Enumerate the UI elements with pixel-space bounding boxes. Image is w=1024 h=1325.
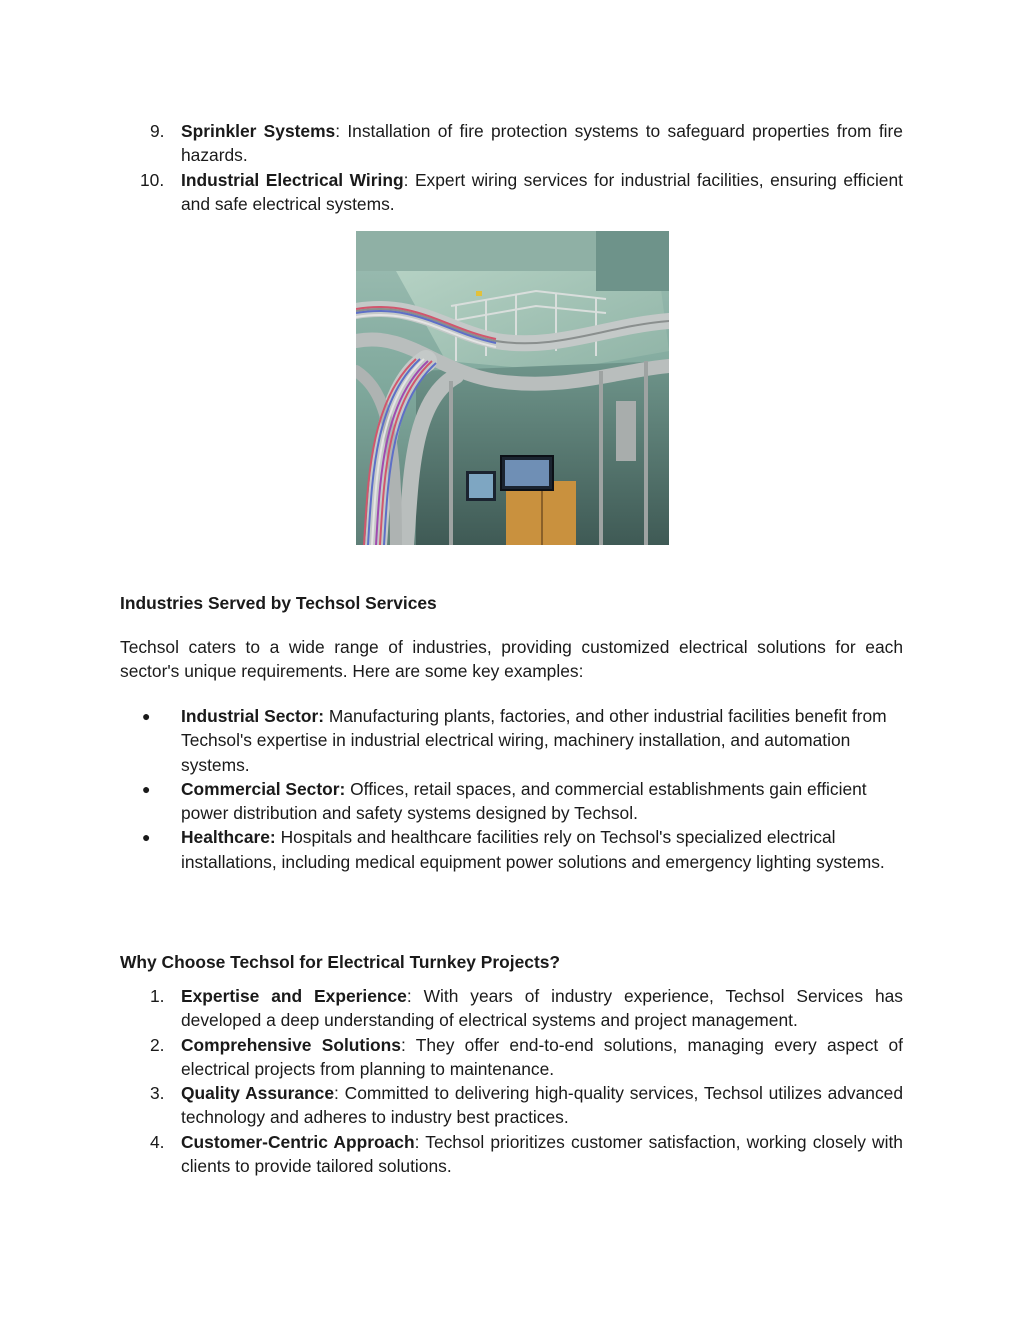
why-choose-heading: Why Choose Techsol for Electrical Turnkey Projects? (120, 952, 561, 972)
list-number: 2. (150, 1034, 165, 1055)
list-item-text: : Expert wiring services for industrial facilities, ensuring efficient and safe electrical systems. (181, 169, 903, 214)
list-item-text: : They offer end-to-end solutions, managing every aspect of electrical projects from planning to maintenance. (181, 1034, 903, 1079)
bullet-icon: ● (142, 780, 151, 797)
services-list-continued (120, 119, 903, 216)
list-number: 10. (140, 169, 165, 190)
list-item (120, 704, 903, 777)
why-choose-list (120, 984, 903, 1178)
list-item-text: : Techsol prioritizes customer satisfaction, working closely with clients to provide tailored solutions. (181, 1131, 903, 1177)
industries-list (120, 704, 903, 874)
list-item (120, 777, 903, 826)
list-number: 3. (150, 1083, 165, 1104)
list-item-text: Manufacturing plants, factories, and other industrial facilities benefit from Techsol's expertise in industrial electrical wiring, machinery installation, and automation systems. (181, 706, 887, 775)
industries-intro: Techsol caters to a wide range of industries, providing customized electrical solutions for each sector's unique requirements. Here are some key examples: (120, 637, 903, 682)
list-number: 1. (150, 986, 165, 1006)
list-item-title: Customer-Centric Approach (181, 1131, 415, 1152)
industrial-cable-tray-photo (356, 231, 669, 545)
list-item-text: : With years of industry experience, Techsol Services has developed a deep understanding of electrical systems and project management. (181, 986, 903, 1031)
list-number: 9. (150, 121, 165, 141)
list-item-title: Sprinkler Systems (181, 121, 336, 141)
bullet-icon: ● (142, 829, 151, 846)
list-item-text: : Installation of fire protection systems to safeguard properties from fire hazards. (181, 121, 903, 166)
list-item-title: Industrial Electrical Wiring (181, 169, 404, 190)
bullet-icon: ● (142, 708, 151, 724)
list-item (120, 984, 903, 1033)
list-number: 4. (150, 1131, 165, 1152)
list-item-text: Offices, retail spaces, and commercial establishments gain efficient power distribution and safety systems designed by Techsol. (181, 778, 867, 824)
list-item-title: Commercial Sector: (181, 778, 346, 799)
list-item-title: Healthcare: (181, 827, 276, 848)
list-item (120, 825, 903, 874)
list-item (120, 1081, 903, 1130)
list-item-title: Quality Assurance (181, 1083, 335, 1104)
list-item-title: Expertise and Experience (181, 986, 407, 1006)
list-item-text: Hospitals and healthcare facilities rely on Techsol's specialized electrical installations, including medical equipment power solutions and emergency lighting systems. (181, 827, 885, 872)
list-item (120, 1130, 903, 1179)
list-item (120, 119, 903, 168)
industries-heading: Industries Served by Techsol Services (120, 593, 437, 613)
list-item-title: Industrial Sector: (181, 706, 325, 726)
list-item-title: Comprehensive Solutions (181, 1034, 401, 1055)
list-item-text: : Committed to delivering high-quality services, Techsol utilizes advanced technology and adheres to industry best practices. (181, 1083, 903, 1128)
list-item (120, 168, 903, 217)
list-item (120, 1033, 903, 1082)
